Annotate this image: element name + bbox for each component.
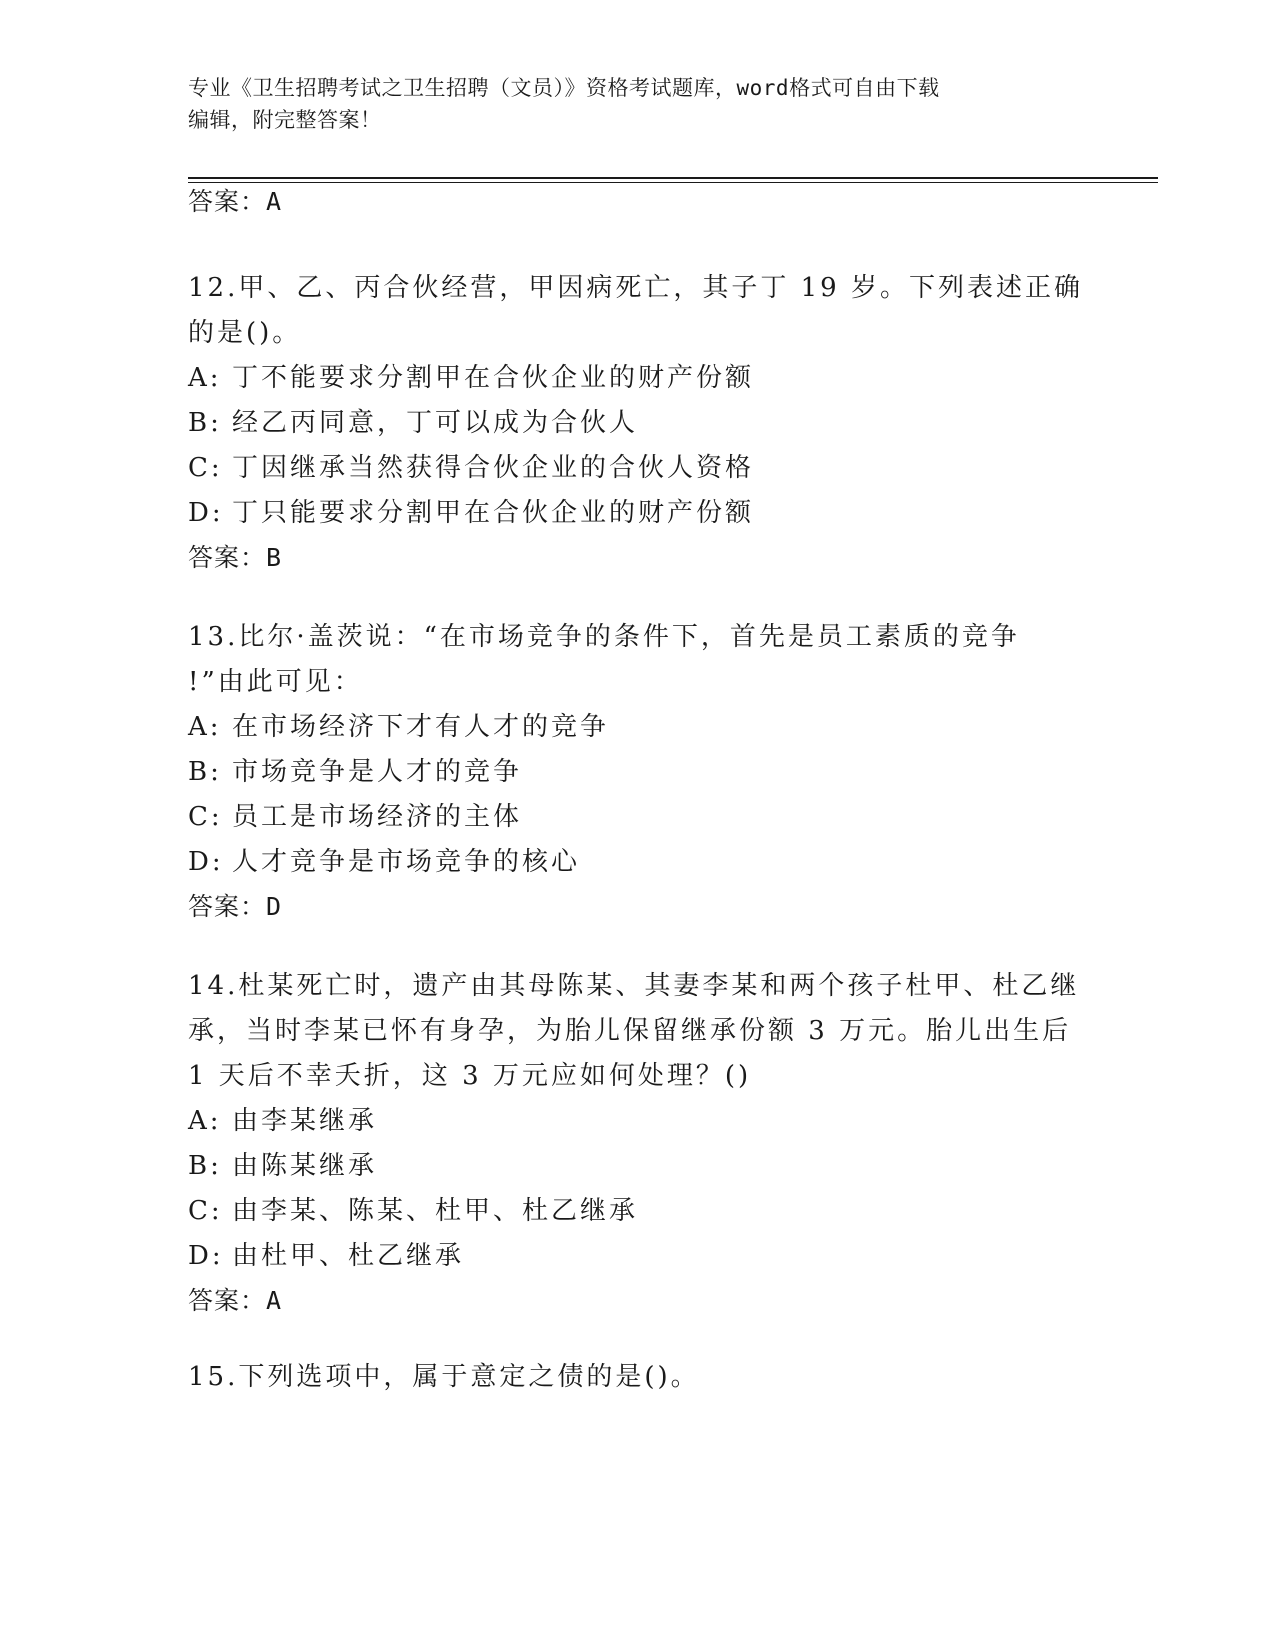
option-letter: B: bbox=[188, 408, 222, 438]
option-text: 经乙丙同意，丁可以成为合伙人 bbox=[232, 408, 639, 438]
document-header bbox=[188, 72, 1088, 136]
question-text-line: 13.比尔·盖茨说：“在市场竞争的条件下，首先是员工素质的竞争 bbox=[188, 622, 1020, 652]
option-d bbox=[188, 491, 1088, 536]
option-text: 人才竞争是市场竞争的核心 bbox=[232, 847, 581, 877]
option-letter: B: bbox=[188, 757, 222, 787]
option-text: 丁不能要求分割甲在合伙企业的财产份额 bbox=[232, 363, 755, 393]
answer-14: 答案：A bbox=[188, 1286, 283, 1315]
option-letter: D: bbox=[188, 498, 224, 528]
option-letter: D: bbox=[188, 1241, 224, 1271]
answer-11: 答案：A bbox=[188, 187, 283, 216]
option-d bbox=[188, 1234, 1088, 1279]
header-line-1: 专业《卫生招聘考试之卫生招聘（文员）》资格考试题库，word格式可自由下载 bbox=[188, 76, 940, 100]
option-text: 在市场经济下才有人才的竞争 bbox=[232, 712, 610, 742]
answer-13: 答案：D bbox=[188, 892, 283, 921]
option-letter: A: bbox=[188, 1106, 222, 1136]
question-13 bbox=[188, 615, 1088, 929]
question-text-line: 的是()。 bbox=[188, 318, 302, 348]
option-c bbox=[188, 446, 1088, 491]
question-text-line: 12.甲、乙、丙合伙经营，甲因病死亡，其子丁 19 岁。下列表述正确 bbox=[188, 273, 1083, 303]
option-letter: C: bbox=[188, 1196, 223, 1226]
question-text-line: !”由此可见： bbox=[188, 667, 363, 697]
option-c bbox=[188, 795, 1088, 840]
question-text-line: 1 天后不幸夭折，这 3 万元应如何处理？() bbox=[188, 1061, 752, 1091]
option-text: 员工是市场经济的主体 bbox=[232, 802, 523, 832]
option-b bbox=[188, 750, 1088, 795]
option-letter: A: bbox=[188, 712, 222, 742]
header-line-2: 编辑，附完整答案！ bbox=[188, 108, 382, 132]
question-text-line: 15.下列选项中，属于意定之债的是()。 bbox=[188, 1362, 700, 1392]
answer-12: 答案：B bbox=[188, 543, 283, 572]
option-a bbox=[188, 705, 1088, 750]
header-divider bbox=[188, 177, 1158, 179]
option-letter: C: bbox=[188, 802, 223, 832]
option-text: 市场竞争是人才的竞争 bbox=[232, 757, 523, 787]
question-14 bbox=[188, 964, 1088, 1323]
option-letter: C: bbox=[188, 453, 223, 483]
question-15 bbox=[188, 1355, 1088, 1400]
option-a bbox=[188, 356, 1088, 401]
option-letter: B: bbox=[188, 1151, 222, 1181]
option-text: 由陈某继承 bbox=[232, 1151, 378, 1181]
option-a bbox=[188, 1099, 1088, 1144]
option-b bbox=[188, 401, 1088, 446]
option-letter: A: bbox=[188, 363, 222, 393]
option-text: 由杜甲、杜乙继承 bbox=[232, 1241, 465, 1271]
option-text: 丁因继承当然获得合伙企业的合伙人资格 bbox=[232, 453, 755, 483]
option-c bbox=[188, 1189, 1088, 1234]
option-text: 由李某继承 bbox=[232, 1106, 378, 1136]
question-text-line: 承，当时李某已怀有身孕，为胎儿保留继承份额 3 万元。胎儿出生后 bbox=[188, 1016, 1072, 1046]
option-letter: D: bbox=[188, 847, 224, 877]
option-text: 丁只能要求分割甲在合伙企业的财产份额 bbox=[232, 498, 755, 528]
option-b bbox=[188, 1144, 1088, 1189]
option-text: 由李某、陈某、杜甲、杜乙继承 bbox=[232, 1196, 639, 1226]
question-12 bbox=[188, 266, 1088, 580]
option-d bbox=[188, 840, 1088, 885]
question-text-line: 14.杜某死亡时，遗产由其母陈某、其妻李某和两个孩子杜甲、杜乙继 bbox=[188, 971, 1080, 1001]
